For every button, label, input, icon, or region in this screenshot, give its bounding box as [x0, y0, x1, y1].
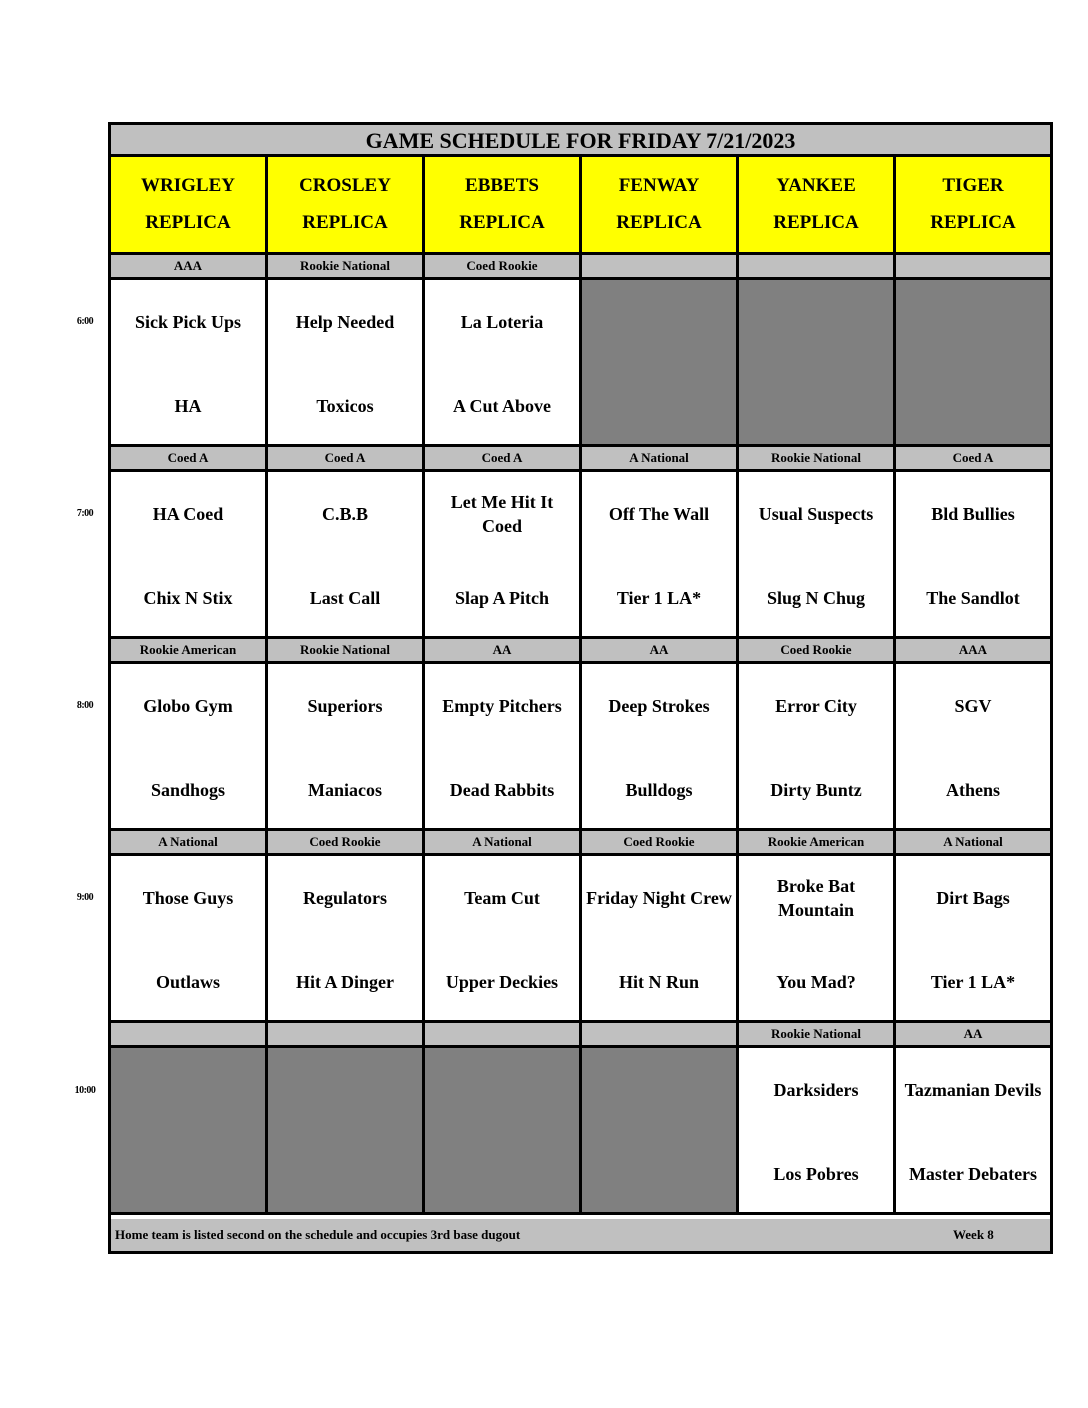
game-cell: [582, 664, 739, 831]
division-label: A National: [111, 831, 268, 856]
away-team: HA Coed: [152, 504, 224, 524]
away-team: [115, 1064, 261, 1116]
field-name: CROSLEY: [299, 174, 391, 196]
schedule-footer: [111, 1219, 1050, 1251]
game-cell: [739, 664, 896, 831]
time-label-6: 6:00: [76, 316, 94, 327]
home-team: Sandhogs: [150, 780, 226, 800]
home-team: Upper Deckies: [445, 972, 559, 992]
home-team: Los Pobres: [773, 1164, 859, 1184]
field-header-wrigley: [111, 157, 268, 255]
game-cell: [111, 664, 268, 831]
away-team: Deep Strokes: [608, 696, 710, 716]
away-team: Those Guys: [142, 888, 234, 908]
time-label-9: 9:00: [76, 892, 94, 903]
division-label: AAA: [111, 255, 268, 280]
away-team: Tazmanian Devils: [904, 1080, 1042, 1100]
away-team: Help Needed: [295, 312, 395, 332]
division-label: Coed Rookie: [582, 831, 739, 856]
away-team: [429, 1064, 575, 1116]
field-header-row: [111, 157, 1050, 255]
home-team: [743, 380, 889, 432]
game-cell: [111, 856, 268, 1023]
away-team: Dirt Bags: [936, 888, 1010, 908]
game-row: [111, 1048, 1050, 1215]
division-label: Rookie National: [739, 447, 896, 472]
home-team: Master Debaters: [908, 1164, 1038, 1184]
home-team: [115, 1148, 261, 1200]
away-team: Team Cut: [464, 888, 540, 908]
footer-note: Home team is listed second on the schedule and occupies 3rd base dugout: [115, 1227, 521, 1242]
home-team: Outlaws: [155, 972, 220, 992]
home-team: You Mad?: [776, 972, 856, 992]
away-team: Off The Wall: [608, 504, 710, 524]
division-row: [111, 639, 1050, 664]
home-team: [586, 1148, 732, 1200]
division-label: Coed A: [111, 447, 268, 472]
home-team: Dirty Buntz: [770, 780, 862, 800]
time-slots: [111, 255, 1050, 1215]
away-team: Empty Pitchers: [442, 696, 562, 716]
game-cell: [425, 856, 582, 1023]
game-cell: [896, 664, 1050, 831]
division-label: [111, 1023, 268, 1048]
division-label: AAA: [896, 639, 1050, 664]
home-team: The Sandlot: [926, 588, 1020, 608]
time-label-7: 7:00: [76, 508, 94, 519]
time-label-10: 10:00: [74, 1085, 96, 1096]
game-cell: [739, 856, 896, 1023]
division-row: [111, 831, 1050, 856]
field-name: TIGER: [942, 174, 1004, 196]
game-cell: [425, 664, 582, 831]
division-label: Rookie American: [111, 639, 268, 664]
away-team: Broke Bat Mountain: [776, 876, 856, 920]
division-label: [739, 255, 896, 280]
division-label: AA: [896, 1023, 1050, 1048]
home-team: Tier 1 LA*: [616, 588, 702, 608]
division-label: AA: [582, 639, 739, 664]
game-cell: [582, 856, 739, 1023]
home-team: Slap A Pitch: [454, 588, 550, 608]
division-label: Rookie National: [268, 255, 425, 280]
field-name: WRIGLEY: [141, 174, 235, 196]
game-cell: [111, 280, 268, 447]
home-team: Bulldogs: [625, 780, 693, 800]
home-team: [586, 380, 732, 432]
game-cell: [425, 472, 582, 639]
field-sub: REPLICA: [145, 212, 231, 234]
home-team: Chix N Stix: [143, 588, 233, 608]
field-sub: REPLICA: [773, 212, 859, 234]
division-row: [111, 447, 1050, 472]
game-cell: [425, 280, 582, 447]
division-label: A National: [896, 831, 1050, 856]
home-team: [900, 380, 1046, 432]
division-label: Coed A: [896, 447, 1050, 472]
schedule-grid: [111, 157, 1050, 1215]
field-sub: REPLICA: [302, 212, 388, 234]
game-cell: [268, 472, 425, 639]
away-team: SGV: [954, 696, 992, 716]
field-sub: REPLICA: [459, 212, 545, 234]
empty-slot: [111, 1048, 268, 1215]
empty-slot: [268, 1048, 425, 1215]
game-cell: [111, 472, 268, 639]
division-label: [268, 1023, 425, 1048]
division-label: Coed A: [425, 447, 582, 472]
division-label: [425, 1023, 582, 1048]
home-team: HA: [174, 396, 202, 416]
division-row: [111, 1023, 1050, 1048]
home-team: Slug N Chug: [766, 588, 866, 608]
field-name: YANKEE: [776, 174, 856, 196]
game-cell: [896, 472, 1050, 639]
away-team: [900, 296, 1046, 348]
away-team: Bld Bullies: [931, 504, 1015, 524]
field-header-tiger: [896, 157, 1050, 255]
game-row: [111, 280, 1050, 447]
field-sub: REPLICA: [616, 212, 702, 234]
week-label: Week 8: [953, 1227, 994, 1242]
home-team: Toxicos: [316, 396, 374, 416]
division-label: Rookie National: [739, 1023, 896, 1048]
field-header-crosley: [268, 157, 425, 255]
game-cell: [896, 1048, 1050, 1215]
field-name: EBBETS: [465, 174, 539, 196]
game-row: [111, 472, 1050, 639]
away-team: Superiors: [307, 696, 383, 716]
game-row: [111, 664, 1050, 831]
away-team: [586, 1064, 732, 1116]
home-team: Last Call: [309, 588, 381, 608]
home-team: Hit N Run: [618, 972, 699, 992]
field-header-yankee: [739, 157, 896, 255]
field-name: FENWAY: [618, 174, 700, 196]
away-team: Darksiders: [773, 1080, 859, 1100]
division-label: AA: [425, 639, 582, 664]
game-cell: [582, 472, 739, 639]
home-team: Tier 1 LA*: [930, 972, 1016, 992]
away-team: Regulators: [303, 888, 387, 908]
division-label: [582, 255, 739, 280]
field-header-fenway: [582, 157, 739, 255]
field-header-ebbets: [425, 157, 582, 255]
away-team: Usual Suspects: [758, 504, 874, 524]
division-label: [896, 255, 1050, 280]
away-team: Globo Gym: [143, 696, 233, 716]
division-label: [582, 1023, 739, 1048]
schedule-title: GAME SCHEDULE FOR FRIDAY 7/21/2023: [111, 125, 1050, 157]
game-cell: [739, 472, 896, 639]
away-team: Sick Pick Ups: [134, 312, 242, 332]
away-team: Error City: [775, 696, 857, 716]
game-cell: [739, 1048, 896, 1215]
home-team: [429, 1148, 575, 1200]
game-cell: [268, 856, 425, 1023]
schedule-table: [108, 122, 1053, 1254]
empty-slot: [582, 280, 739, 447]
home-team: Hit A Dinger: [296, 972, 394, 992]
division-label: A National: [582, 447, 739, 472]
game-cell: [268, 280, 425, 447]
division-label: Rookie National: [268, 639, 425, 664]
division-label: Coed A: [268, 447, 425, 472]
field-sub: REPLICA: [930, 212, 1016, 234]
away-team: [272, 1064, 418, 1116]
away-team: Let Me Hit It Coed: [450, 492, 554, 536]
empty-slot: [425, 1048, 582, 1215]
home-team: A Cut Above: [452, 396, 551, 416]
division-label: Rookie American: [739, 831, 896, 856]
division-label: Coed Rookie: [425, 255, 582, 280]
away-team: [743, 296, 889, 348]
away-team: La Loteria: [460, 312, 544, 332]
away-team: C.B.B: [321, 504, 368, 524]
division-label: Coed Rookie: [268, 831, 425, 856]
away-team: [586, 296, 732, 348]
time-label-8: 8:00: [76, 700, 94, 711]
division-label: A National: [425, 831, 582, 856]
division-row: [111, 255, 1050, 280]
game-row: [111, 856, 1050, 1023]
game-cell: [268, 664, 425, 831]
game-cell: [896, 856, 1050, 1023]
home-team: Dead Rabbits: [449, 780, 555, 800]
empty-slot: [896, 280, 1050, 447]
empty-slot: [582, 1048, 739, 1215]
division-label: Coed Rookie: [739, 639, 896, 664]
home-team: Athens: [945, 780, 1000, 800]
home-team: Maniacos: [308, 780, 382, 800]
empty-slot: [739, 280, 896, 447]
away-team: Friday Night Crew: [586, 888, 732, 908]
home-team: [272, 1148, 418, 1200]
